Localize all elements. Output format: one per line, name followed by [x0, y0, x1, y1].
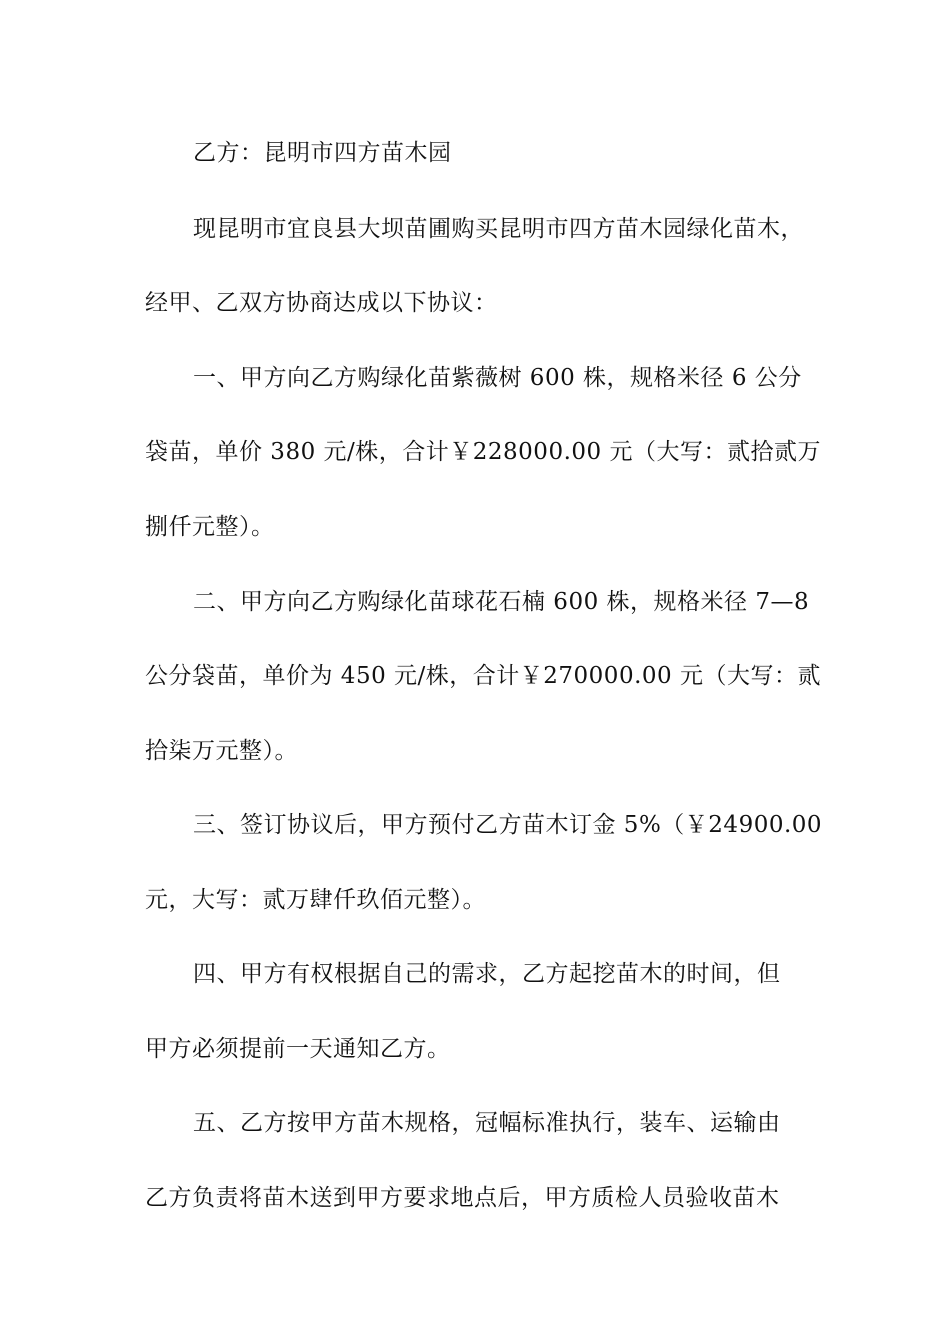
intro-line-2: 经甲、乙双方协商达成以下协议：	[145, 290, 498, 316]
clause-5-line-1: 五、乙方按甲方苗木规格，冠幅标准执行，装车、运输由	[193, 1110, 781, 1136]
clause-4-line-1: 四、甲方有权根据自己的需求，乙方起挖苗木的时间，但	[193, 961, 781, 987]
clause-3-line-1: 三、签订协议后，甲方预付乙方苗木订金 5%（￥24900.00	[193, 812, 823, 838]
clause-4-line-2: 甲方必须提前一天通知乙方。	[145, 1036, 451, 1062]
clause-2-line-2: 公分袋苗，单价为 450 元/株，合计￥270000.00 元（大写：贰	[145, 663, 821, 689]
clause-3-line-2: 元，大写：贰万肆仟玖佰元整）。	[145, 887, 486, 913]
clause-1-line-1: 一、甲方向乙方购绿化苗紫薇树 600 株，规格米径 6 公分	[193, 365, 802, 391]
party-b-line: 乙方：昆明市四方苗木园	[193, 140, 452, 166]
clause-1-line-2: 袋苗，单价 380 元/株，合计￥228000.00 元（大写：贰拾贰万	[145, 439, 821, 465]
clause-2-line-3: 拾柒万元整）。	[145, 738, 298, 764]
intro-line-1: 现昆明市宜良县大坝苗圃购买昆明市四方苗木园绿化苗木，	[193, 216, 804, 242]
clause-5-line-2: 乙方负责将苗木送到甲方要求地点后，甲方质检人员验收苗木	[145, 1185, 780, 1211]
clause-2-line-1: 二、甲方向乙方购绿化苗球花石楠 600 株，规格米径 7—8	[193, 589, 810, 615]
clause-1-line-3: 捌仟元整）。	[145, 514, 275, 540]
